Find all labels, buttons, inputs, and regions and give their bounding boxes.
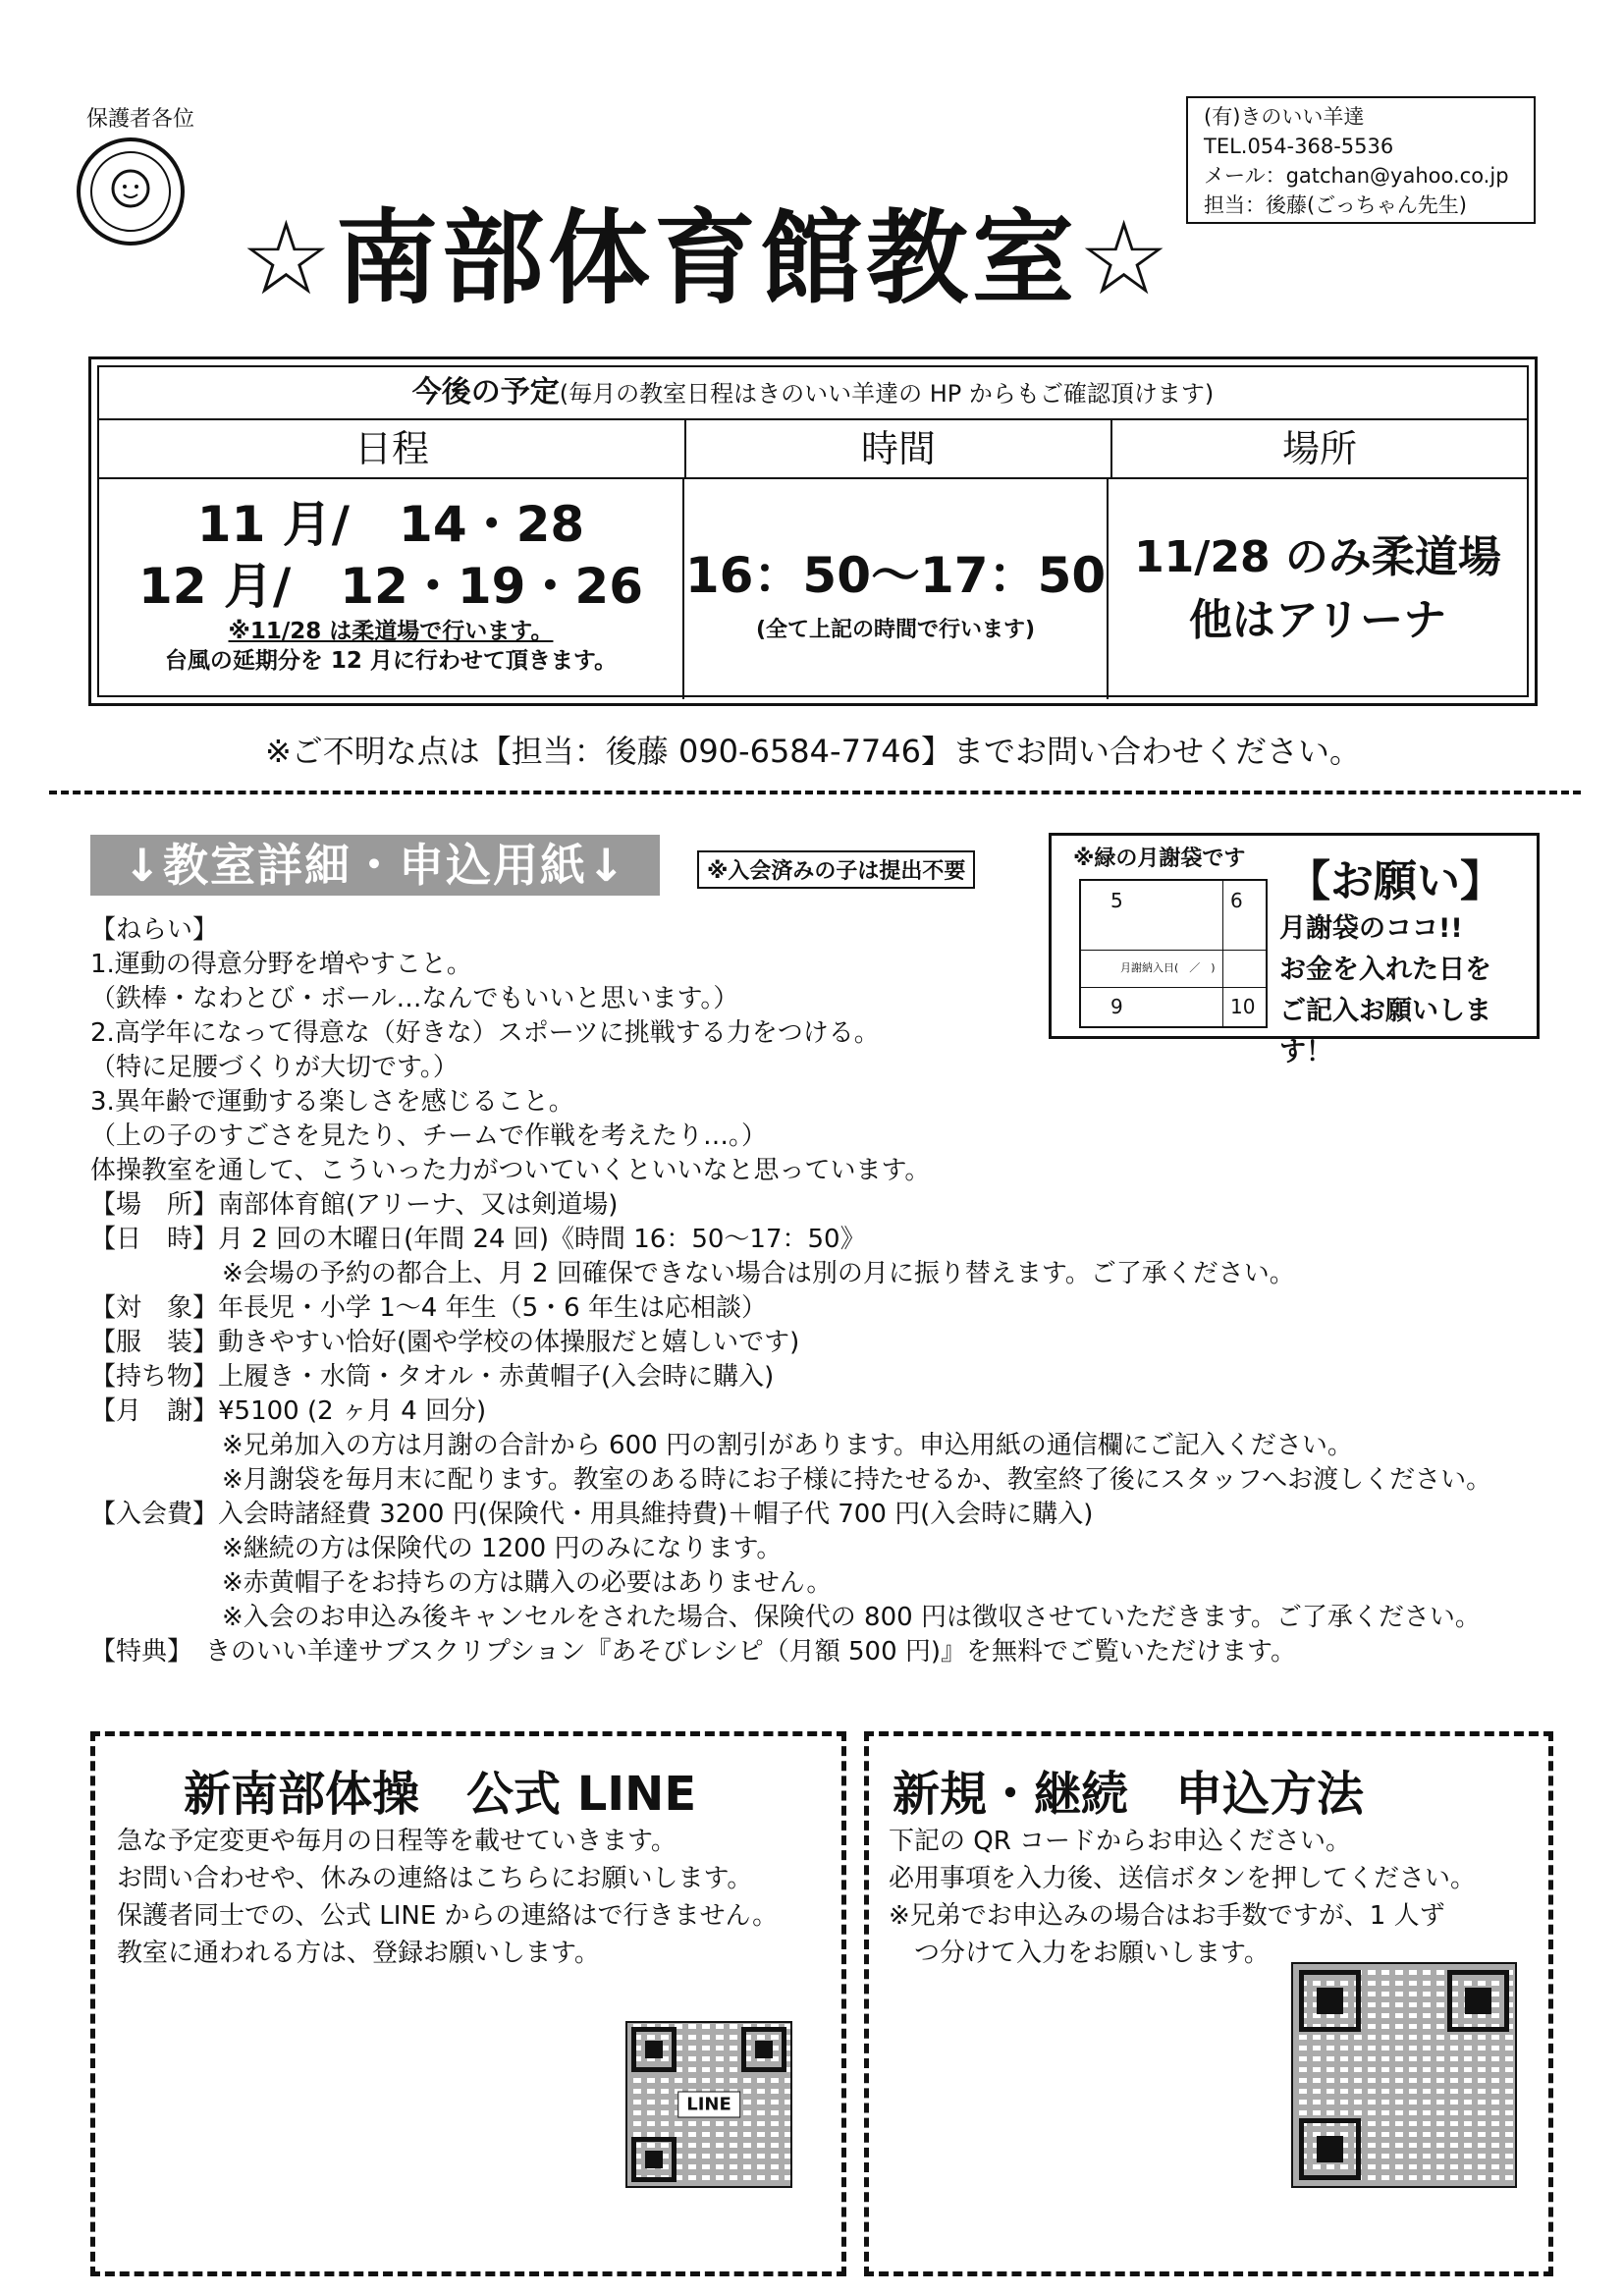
detail-line: ※入会のお申込み後キャンセルをされた場合、保険代の 800 円は徴収させていただきます。ご了承ください。 [222, 1603, 1481, 1632]
contact-person: 担当：後藤(ごっちゃん先生) [1204, 193, 1467, 217]
dates-note-judo: ※11/28 は柔道場で行います。 [228, 619, 554, 644]
contact-box [1186, 96, 1536, 224]
contact-tel: TEL.054-368-5536 [1204, 135, 1394, 158]
contact-mail: メール：gatchan@yahoo.co.jp [1204, 164, 1509, 188]
notice-line: ご記入お願いします！ [1279, 996, 1491, 1067]
inquiry-text: ※ご不明な点は【担当：後藤 090-6584-7746】までお問い合わせください。 [264, 733, 1362, 770]
line-box-line: 教室に通われる方は、登録お願いします。 [117, 1939, 600, 1968]
line-box-text [117, 1823, 778, 1972]
apply-box-line: つ分けて入力をお願いします。 [889, 1939, 1270, 1968]
dates-cell [99, 479, 684, 699]
class-details [90, 913, 1563, 1669]
detail-line: ※会場の予約の都合上、月 2 回確保できない場合は別の月に振り替えます。ご了承ください。 [222, 1259, 1295, 1288]
sheep-logo-icon [77, 137, 185, 246]
contact-company: (有)きのいい羊達 [1204, 105, 1365, 129]
col-dates: 日程 [99, 420, 686, 477]
envelope-num: 6 [1230, 889, 1243, 912]
detail-line: 1.運動の得意分野を増やすこと。 [90, 950, 472, 979]
envelope-num: 10 [1230, 995, 1256, 1018]
detail-line: 【月 謝】¥5100 (2 ヶ月 4 回分) [90, 1396, 487, 1426]
detail-line: 【持ち物】上履き・水筒・タオル・赤黄帽子(入会時に購入) [90, 1362, 775, 1392]
detail-line: ※兄弟加入の方は月謝の合計から 600 円の割引があります。申込用紙の通信欄にご記入ください。 [222, 1431, 1353, 1460]
place-judo: 11/28 のみ柔道場 [1134, 532, 1501, 582]
notice-request: 【お願い】 [1287, 856, 1503, 906]
line-box [90, 1731, 846, 2276]
schedule-heading-note: (毎月の教室日程はきのいい羊達の HP からもご確認頂けます) [559, 380, 1215, 408]
detail-line: （特に足腰づくりが大切です。） [90, 1053, 459, 1082]
page-title: ☆南部体育館教室☆ [240, 198, 1174, 318]
col-time: 時間 [686, 420, 1112, 477]
col-place: 場所 [1281, 427, 1357, 470]
schedule-heading-title: 今後の予定 [411, 375, 560, 410]
addressee: 保護者各位 [86, 107, 195, 132]
divider [49, 791, 1581, 794]
line-box-line: お問い合わせや、休みの連絡はこちらにお願いします。 [117, 1864, 753, 1893]
envelope-num: 5 [1110, 889, 1123, 912]
apply-box-line: 下記の QR コードからお申込ください。 [889, 1827, 1352, 1856]
apply-box-text [889, 1823, 1476, 1972]
schedule-heading [99, 367, 1527, 420]
time-note: (全て上記の時間で行います) [755, 617, 1036, 642]
notice-line: お金を入れた日を [1279, 955, 1491, 985]
detail-line: 2.高学年になって得意な（好きな）スポーツに挑戦する力をつける。 [90, 1018, 880, 1048]
apply-box-line: ※兄弟でお申込みの場合はお手数ですが、1 人ず [889, 1901, 1445, 1931]
envelope-label: 月謝納入日( ／ ) [1120, 961, 1216, 974]
dates-note-typhoon: 台風の延期分を 12 月に行わせて頂きます。 [164, 648, 618, 674]
apply-box [864, 1731, 1553, 2276]
notice-line: 月謝袋のココ!! [1279, 913, 1463, 944]
place-arena: 他はアリーナ [1188, 595, 1447, 645]
time-value: 16：50～17：50 [684, 546, 1107, 604]
detail-line: （上の子のすごさを見たり、チームで作戦を考えたり…。） [90, 1121, 768, 1151]
line-qr-label: LINE [677, 2092, 740, 2118]
line-box-line: 急な予定変更や毎月の日程等を載せていきます。 [117, 1827, 677, 1856]
time-cell [684, 479, 1109, 699]
apply-box-title: 新規・継続 申込方法 [893, 1767, 1365, 1822]
detail-line: 【ねらい】 [90, 915, 219, 945]
detail-line: 【日 時】月 2 回の木曜日(年間 24 回)《時間 16：50～17：50》 [90, 1225, 866, 1254]
detail-line: （鉄棒・なわとび・ボール…なんでもいいと思います。） [90, 984, 739, 1013]
detail-line: 【入会費】入会時諸経費 3200 円(保険代・用具維持費)＋帽子代 700 円(入会時に購入) [90, 1500, 1094, 1529]
detail-line: 体操教室を通して、こういった力がついていくといいなと思っています。 [90, 1156, 931, 1185]
envelope-num: 9 [1110, 995, 1123, 1018]
detail-line: ※月謝袋を毎月末に配ります。教室のある時にお子様に持たせるか、教室終了後にスタッフへお渡しください。 [222, 1465, 1492, 1495]
detail-line: ※赤黄帽子をお持ちの方は購入の必要はありません。 [222, 1568, 833, 1598]
line-qr-code[interactable] [625, 2021, 792, 2188]
detail-line: 【特典】 きのいい羊達サブスクリプション『あそびレシピ（月額 500 円)』を無料でご覧いただけます。 [90, 1637, 1296, 1667]
no-submit-note: ※入会済みの子は提出不要 [697, 850, 975, 889]
place-cell [1109, 479, 1527, 699]
notice-title: ※緑の月謝袋です [1073, 847, 1246, 871]
apply-box-line: 必用事項を入力後、送信ボタンを押してください。 [889, 1864, 1477, 1893]
line-box-line: 保護者同士での、公式 LINE からの連絡はで行きません。 [117, 1901, 779, 1931]
detail-line: 【場 所】南部体育館(アリーナ、又は剣道場) [90, 1190, 619, 1220]
detail-line: ※継続の方は保険代の 1200 円のみになります。 [222, 1534, 783, 1563]
dates-december: 12 月/ 12・19・26 [138, 558, 643, 615]
detail-line: 3.異年齢で運動する楽しさを感じること。 [90, 1087, 574, 1117]
detail-line: 【対 象】年長児・小学 1～4 年生（5・6 年生は応相談） [90, 1293, 767, 1323]
apply-qr-code[interactable] [1291, 1962, 1517, 2188]
detail-banner: ↓教室詳細・申込用紙↓ [90, 835, 660, 896]
dates-november: 11 月/ 14・28 [196, 496, 585, 553]
schedule-table [88, 356, 1538, 706]
detail-line: 【服 装】動きやすい恰好(園や学校の体操服だと嬉しいです) [90, 1328, 800, 1357]
line-box-title: 新南部体操 公式 LINE [184, 1767, 697, 1822]
